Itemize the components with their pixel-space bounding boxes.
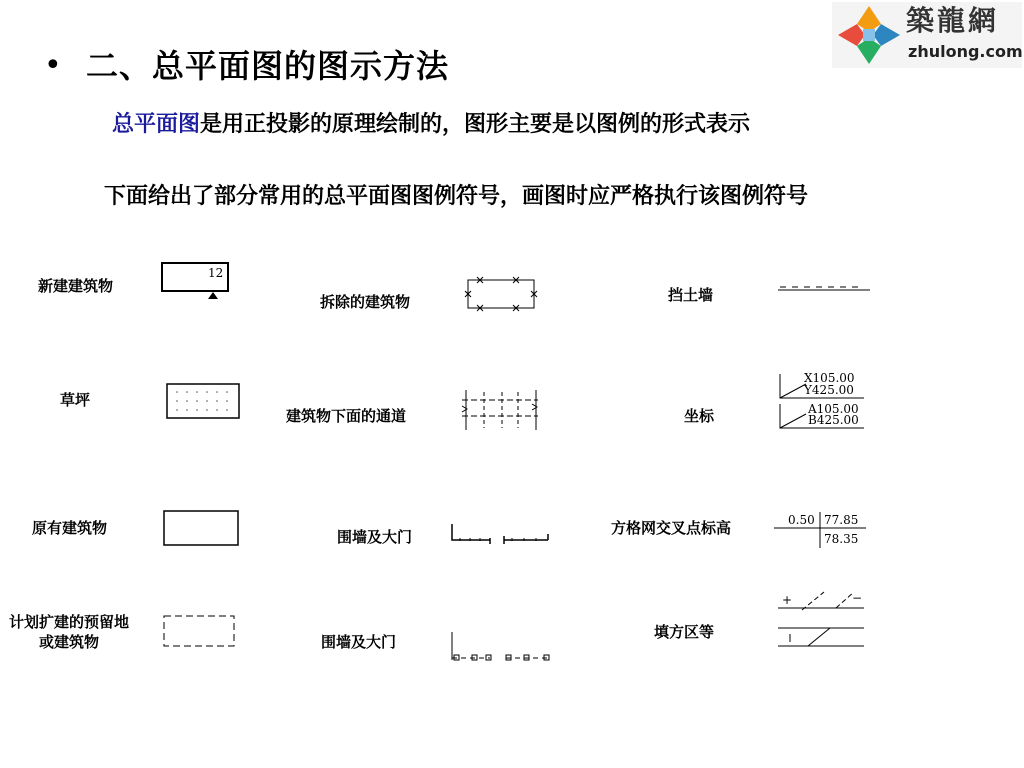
logo-pinwheel-icon (834, 2, 904, 68)
fill-area-symbol (774, 588, 870, 650)
title-bullet: • (44, 48, 62, 83)
wall-gate-2-symbol (448, 630, 556, 664)
label-grid-elevation: 方格网交叉点标高 (611, 519, 732, 537)
passage-symbol (458, 386, 544, 434)
coord-b: B425.00 (808, 413, 859, 427)
label-passage: 建筑物下面的通道 (286, 407, 407, 425)
label-wall-gate-1: 围墙及大门 (337, 528, 413, 546)
page-title: 二、总平面图的图示方法 (86, 47, 450, 85)
label-coordinates: 坐标 (684, 407, 715, 425)
new-building-symbol (160, 261, 240, 301)
intro-rest: 是用正投影的原理绘制的，图形主要是以图例的形式表示 (200, 112, 751, 137)
logo-brand-en: zhulong.com (908, 42, 1023, 61)
label-new-building: 新建建筑物 (38, 277, 114, 295)
label-planned (0, 612, 138, 652)
label-planned-line2: 或建筑物 (38, 633, 99, 651)
label-demolished: 拆除的建筑物 (320, 293, 411, 311)
grid-elevation-symbol (772, 510, 872, 550)
grid-left-value: 0.50 (788, 513, 815, 527)
existing-building-symbol (162, 509, 242, 549)
note-text: 下面给出了部分常用的总平面图图例符号，画图时应严格执行该图例符号 (104, 184, 809, 209)
planned-symbol (162, 614, 242, 650)
logo-brand-cn: 築龍網 (906, 4, 1000, 37)
label-retaining-wall: 挡土墙 (668, 286, 714, 304)
label-lawn: 草坪 (60, 391, 91, 409)
coordinates-symbol (776, 370, 872, 432)
label-fill-area: 填方区等 (654, 623, 715, 641)
coord-y: Y425.00 (804, 383, 854, 397)
new-building-floors: 12 (208, 266, 224, 280)
intro-text (112, 110, 750, 140)
grid-bottom-value: 78.35 (824, 532, 859, 546)
fill-plus: + (782, 593, 793, 607)
label-existing-building: 原有建筑物 (32, 519, 108, 537)
label-planned-line1: 计划扩建的预留地 (8, 613, 129, 631)
demolished-symbol (463, 275, 543, 315)
coord-x: X105.00 (804, 371, 855, 385)
label-wall-gate-2: 围墙及大门 (321, 633, 397, 651)
grid-right-value: 77.85 (824, 513, 859, 527)
coord-a: A105.00 (808, 402, 859, 416)
lawn-symbol (165, 382, 245, 422)
retaining-wall-symbol (776, 284, 872, 296)
wall-gate-1-symbol (448, 522, 552, 546)
zhulong-logo (832, 2, 1022, 68)
intro-highlight: 总平面图 (112, 112, 201, 137)
fill-minus: − (852, 591, 863, 605)
